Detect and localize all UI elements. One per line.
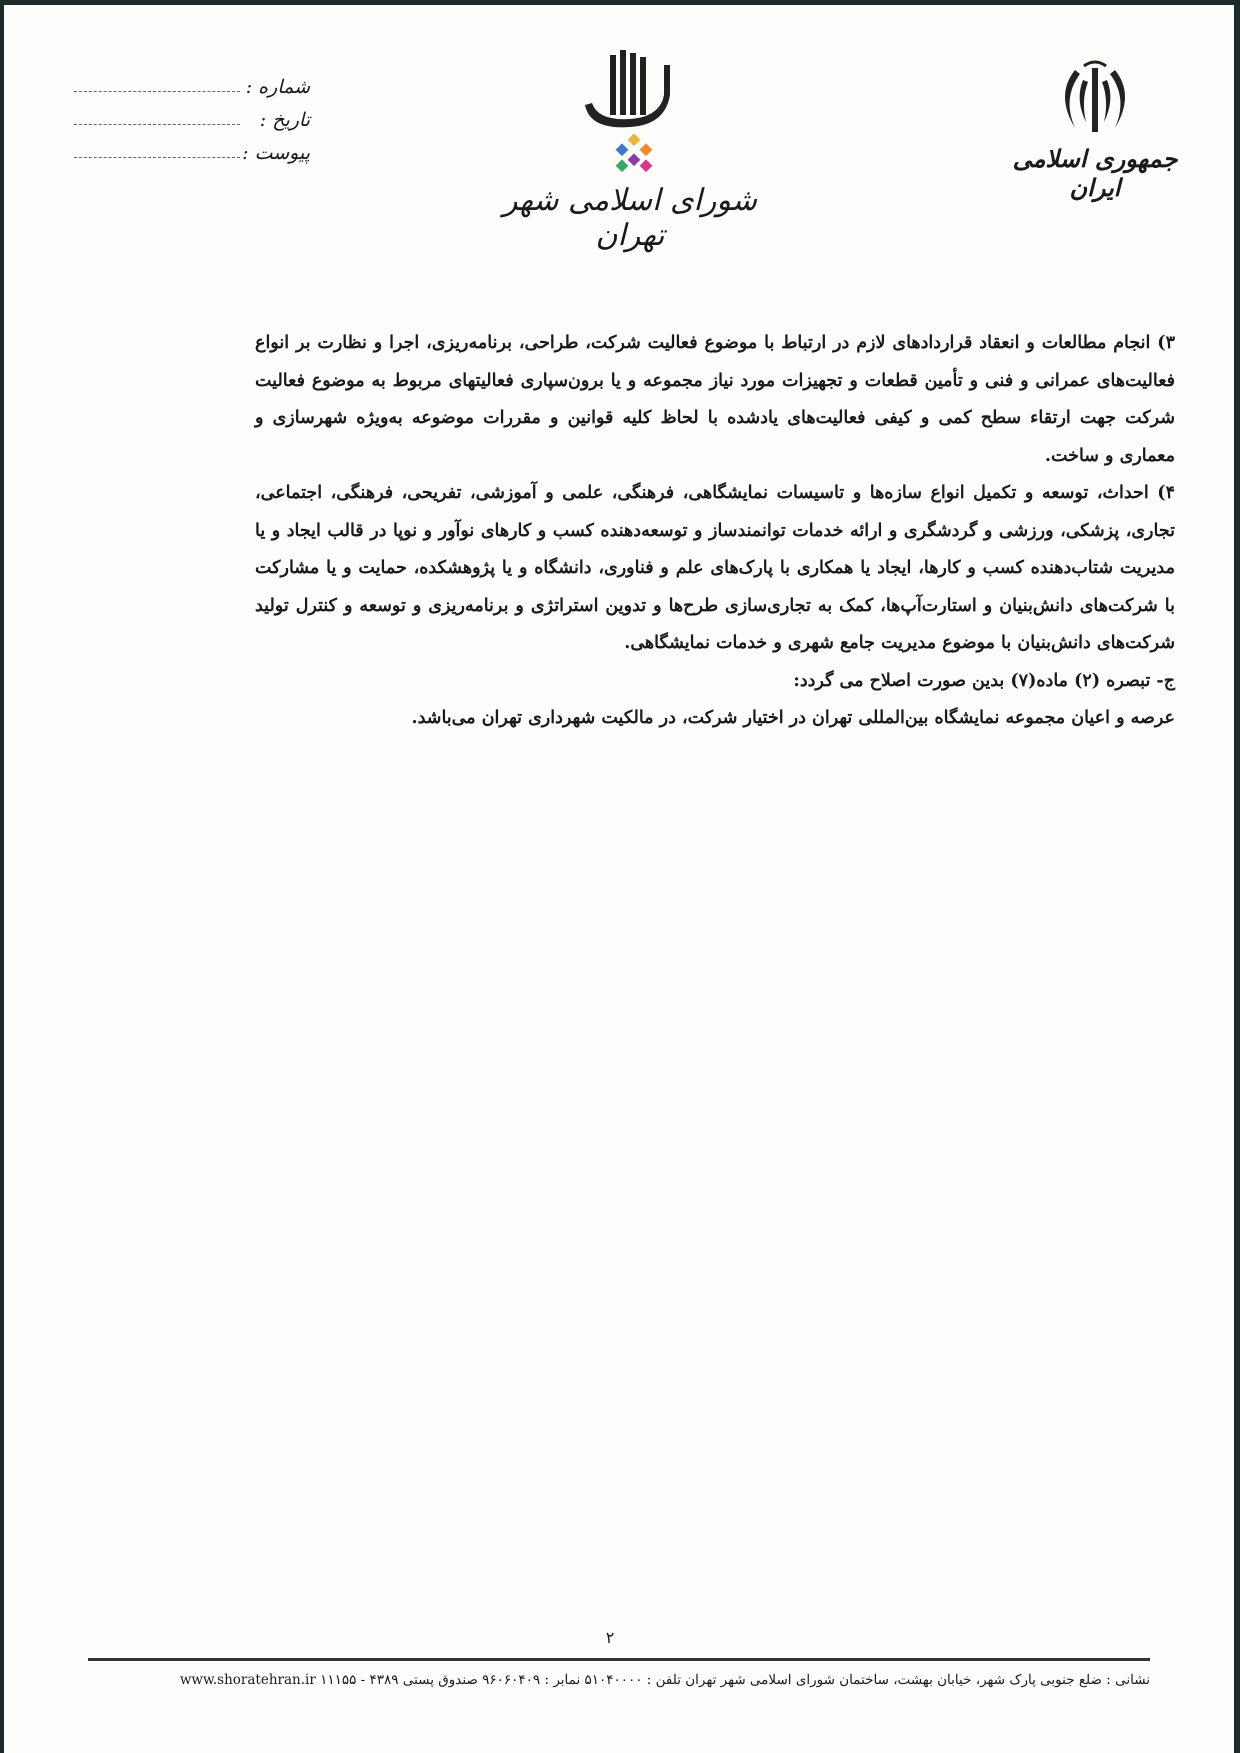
- letter-meta-fields: [70, 70, 310, 169]
- iran-emblem-text: جمهوری اسلامی ایران: [1012, 144, 1178, 202]
- meta-number-label: شماره :: [245, 75, 310, 98]
- document-body: [255, 325, 1175, 738]
- council-logo-icon: [570, 45, 690, 175]
- iran-emblem-icon: [1050, 60, 1140, 140]
- clause-text: عرصه و اعیان مجموعه نمایشگاه بین‌المللی تهران در اختیار شرکت، در مالکیت شهرداری تهران می‌باشد.: [411, 708, 1175, 728]
- meta-date: [70, 103, 310, 136]
- paragraph-item-4: ۴) احداث، توسعه و تکمیل انواع سازه‌ها و تاسیسات نمایشگاهی، فرهنگی، علمی و آموزشی، تفریحی، فرهنگی، اجتماعی، تجاری، پزشکی، ورزشی و گردشگری و ارائه خدمات توانمندساز و توسعه‌دهنده کسب و کارهای نوآور و نوپا در قالب ایجاد و یا مدیریت شتاب‌دهنده کسب و کارها، ایجاد یا همکاری با پارک‌های علم و فناوری، دانشگاه و یا پژوهشکده، حمایت و یا مشارکت با شرکت‌های دانش‌بنیان و استارت‌آپ‌ها، کمک به تجاری‌سازی طرح‌ها و تدوین استراتژی و برنامه‌ریزی و توسعه و کنترل تولید شرکت‌های دانش‌بنیان با موضوع مدیریت جامع شهری و خدمات نمایشگاهی.: [255, 483, 1175, 653]
- paragraph-item-3: ۳) انجام مطالعات و انعقاد قراردادهای لازم در ارتباط با موضوع فعالیت شرکت، طراحی، برنامه‌ریزی، اجرا و نظارت بر انواع فعالیت‌های عمرانی و فنی و تأمین قطعات و تجهیزات مورد نیاز مجموعه و یا برون‌سپاری فعالیتهای مربوط به موضوع فعالیت شرکت جهت ارتقاء سطح کمی و کیفی فعالیت‌های یادشده با لحاظ کلیه قوانین و مقررات موضوعه به‌ویژه شهرسازی و معماری و ساخت.: [255, 333, 1175, 466]
- page-number: ۲: [605, 1628, 615, 1647]
- scan-edge-top: [0, 0, 1240, 5]
- iran-emblem: [1010, 60, 1180, 202]
- footer-divider: [88, 1658, 1150, 1661]
- council-name: شورای اسلامی شهر تهران: [503, 183, 757, 253]
- tehran-council-logo: [500, 45, 760, 253]
- clause-heading: ج- تبصره (۲) ماده(۷) بدین صورت اصلاح می گردد:: [793, 670, 1175, 691]
- meta-attachment-line: [74, 147, 240, 158]
- meta-date-line: [74, 114, 240, 125]
- meta-attachment: [70, 136, 310, 169]
- footer-address: نشانی : ضلع جنوبی پارک شهر، خیابان بهشت، ساختمان شورای اسلامی شهر تهران تلفن : ۵۱۰۴۰۰۰۰ نمابر : ۹۶۰۶۰۴۰۹ صندوق پستی ۴۳۸۹ - ۱۱۱۵۵ www.shoratehran.ir: [179, 1672, 1150, 1688]
- meta-number-line: [74, 81, 240, 92]
- scan-edge-right: [1234, 0, 1240, 1753]
- meta-number: [70, 70, 310, 103]
- meta-date-label: تاریخ :: [259, 108, 310, 131]
- scan-edge-left: [0, 0, 4, 1753]
- meta-attachment-label: پیوست :: [242, 141, 310, 164]
